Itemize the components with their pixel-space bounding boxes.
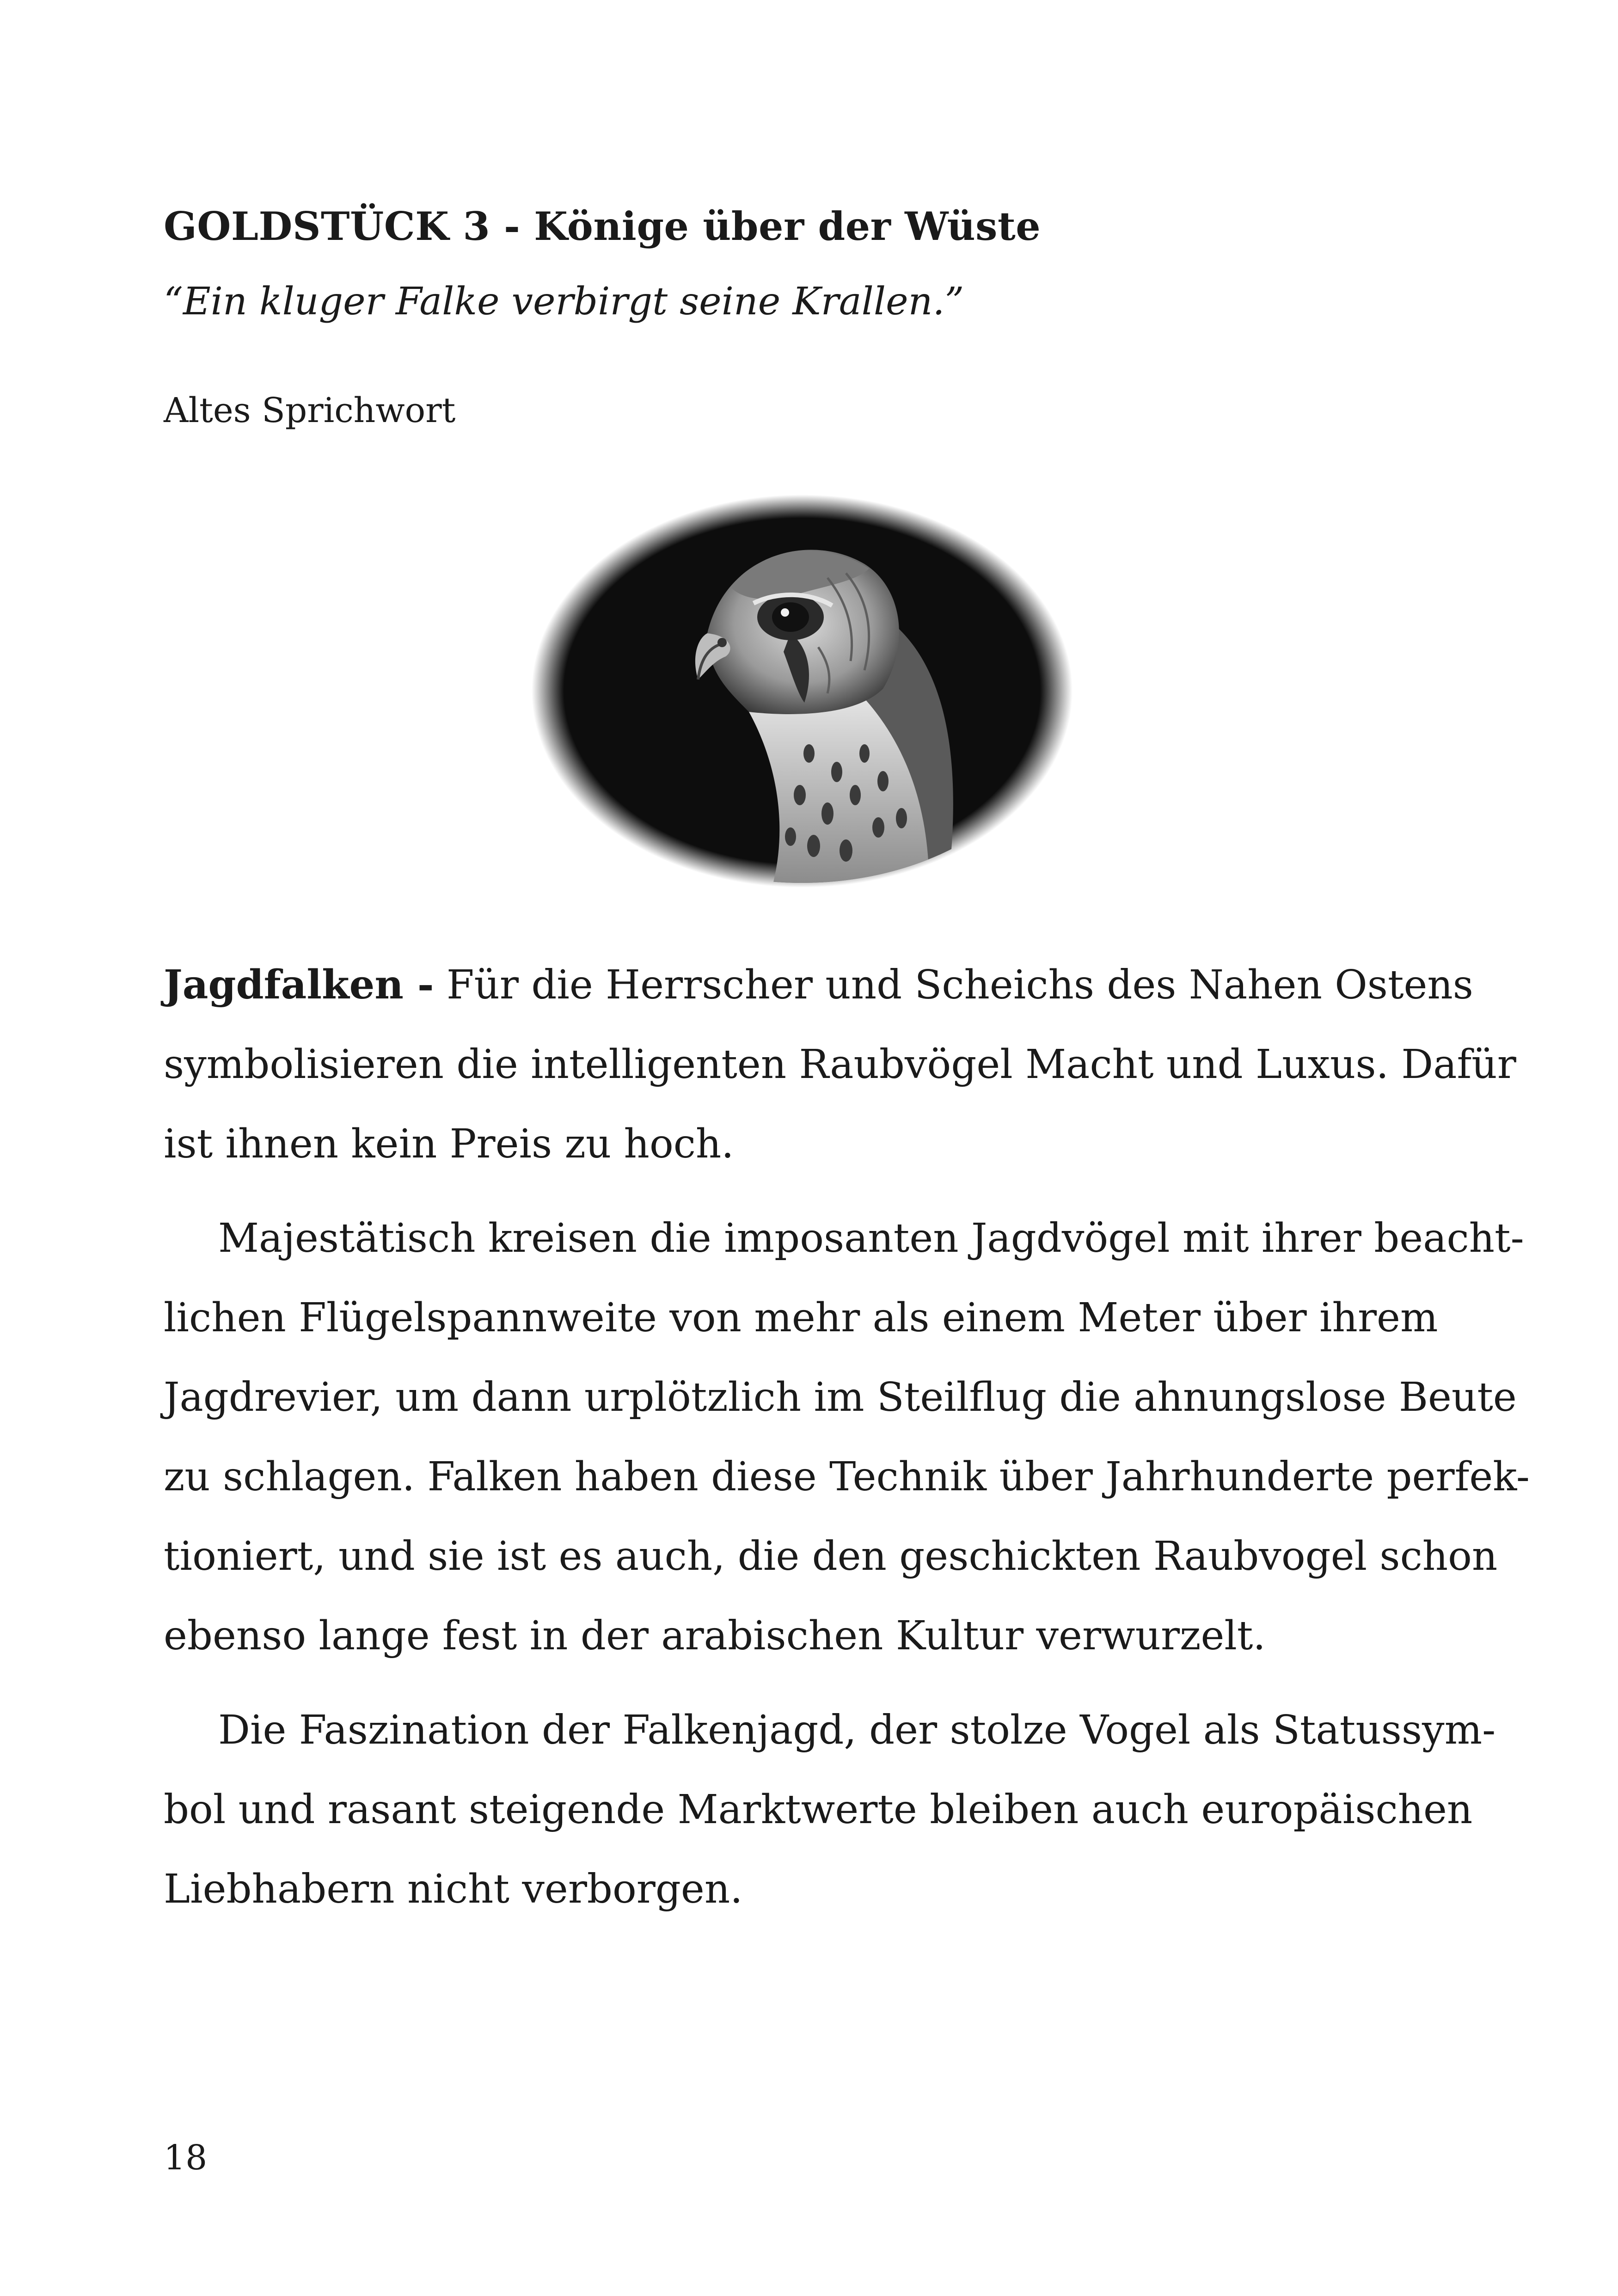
paragraph-line: Majestätisch kreisen die imposanten Jagdvögel mit ihrer beacht-: [218, 1215, 1524, 1261]
paragraph-line: zu schlagen. Falken haben diese Technik über Jahrhunderte perfek-: [164, 1454, 1530, 1500]
paragraph-line-text: Für die Herrscher und Scheichs des Nahen Ostens: [434, 962, 1473, 1008]
paragraph-line: ebenso lange fest in der arabischen Kultur verwurzelt.: [164, 1613, 1266, 1659]
paragraph-line: Jagdrevier, um dann urplötzlich im Steilflug die ahnungslose Beute: [164, 1374, 1517, 1420]
paragraph-line: symbolisieren die intelligenten Raubvögel Macht und Luxus. Dafür: [164, 1041, 1516, 1088]
falcon-illustration: [532, 495, 1073, 888]
paragraph-line: Liebhabern nicht verborgen.: [164, 1866, 743, 1912]
paragraph-3: [164, 1690, 1496, 1929]
paragraph-line: Die Faszination der Falkenjagd, der stolze Vogel als Statussym-: [218, 1707, 1496, 1753]
paragraph-line: ist ihnen kein Preis zu hoch.: [164, 1121, 734, 1167]
paragraph-line: lichen Flügelspannweite von mehr als einem Meter über ihrem: [164, 1295, 1438, 1341]
paragraph-1: [164, 945, 1516, 1184]
quote-attribution: Altes Sprichwort: [164, 391, 456, 430]
body-text: [164, 945, 1530, 1944]
falcon-image: [532, 495, 1073, 888]
paragraph-2: [164, 1199, 1530, 1676]
lead-term: Jagdfalken -: [164, 961, 434, 1008]
paragraph-line: bol und rasant steigende Marktwerte bleiben auch europäischen: [164, 1787, 1473, 1833]
chapter-heading: GOLDSTÜCK 3 - Könige über der Wüste: [164, 203, 1041, 249]
epigraph-quote: “Ein kluger Falke verbirgt seine Krallen.”: [164, 280, 964, 324]
paragraph-line: [164, 945, 1473, 1025]
paragraph-line: tioniert, und sie ist es auch, die den geschickten Raubvogel schon: [164, 1533, 1498, 1580]
page-number: 18: [164, 2138, 208, 2178]
